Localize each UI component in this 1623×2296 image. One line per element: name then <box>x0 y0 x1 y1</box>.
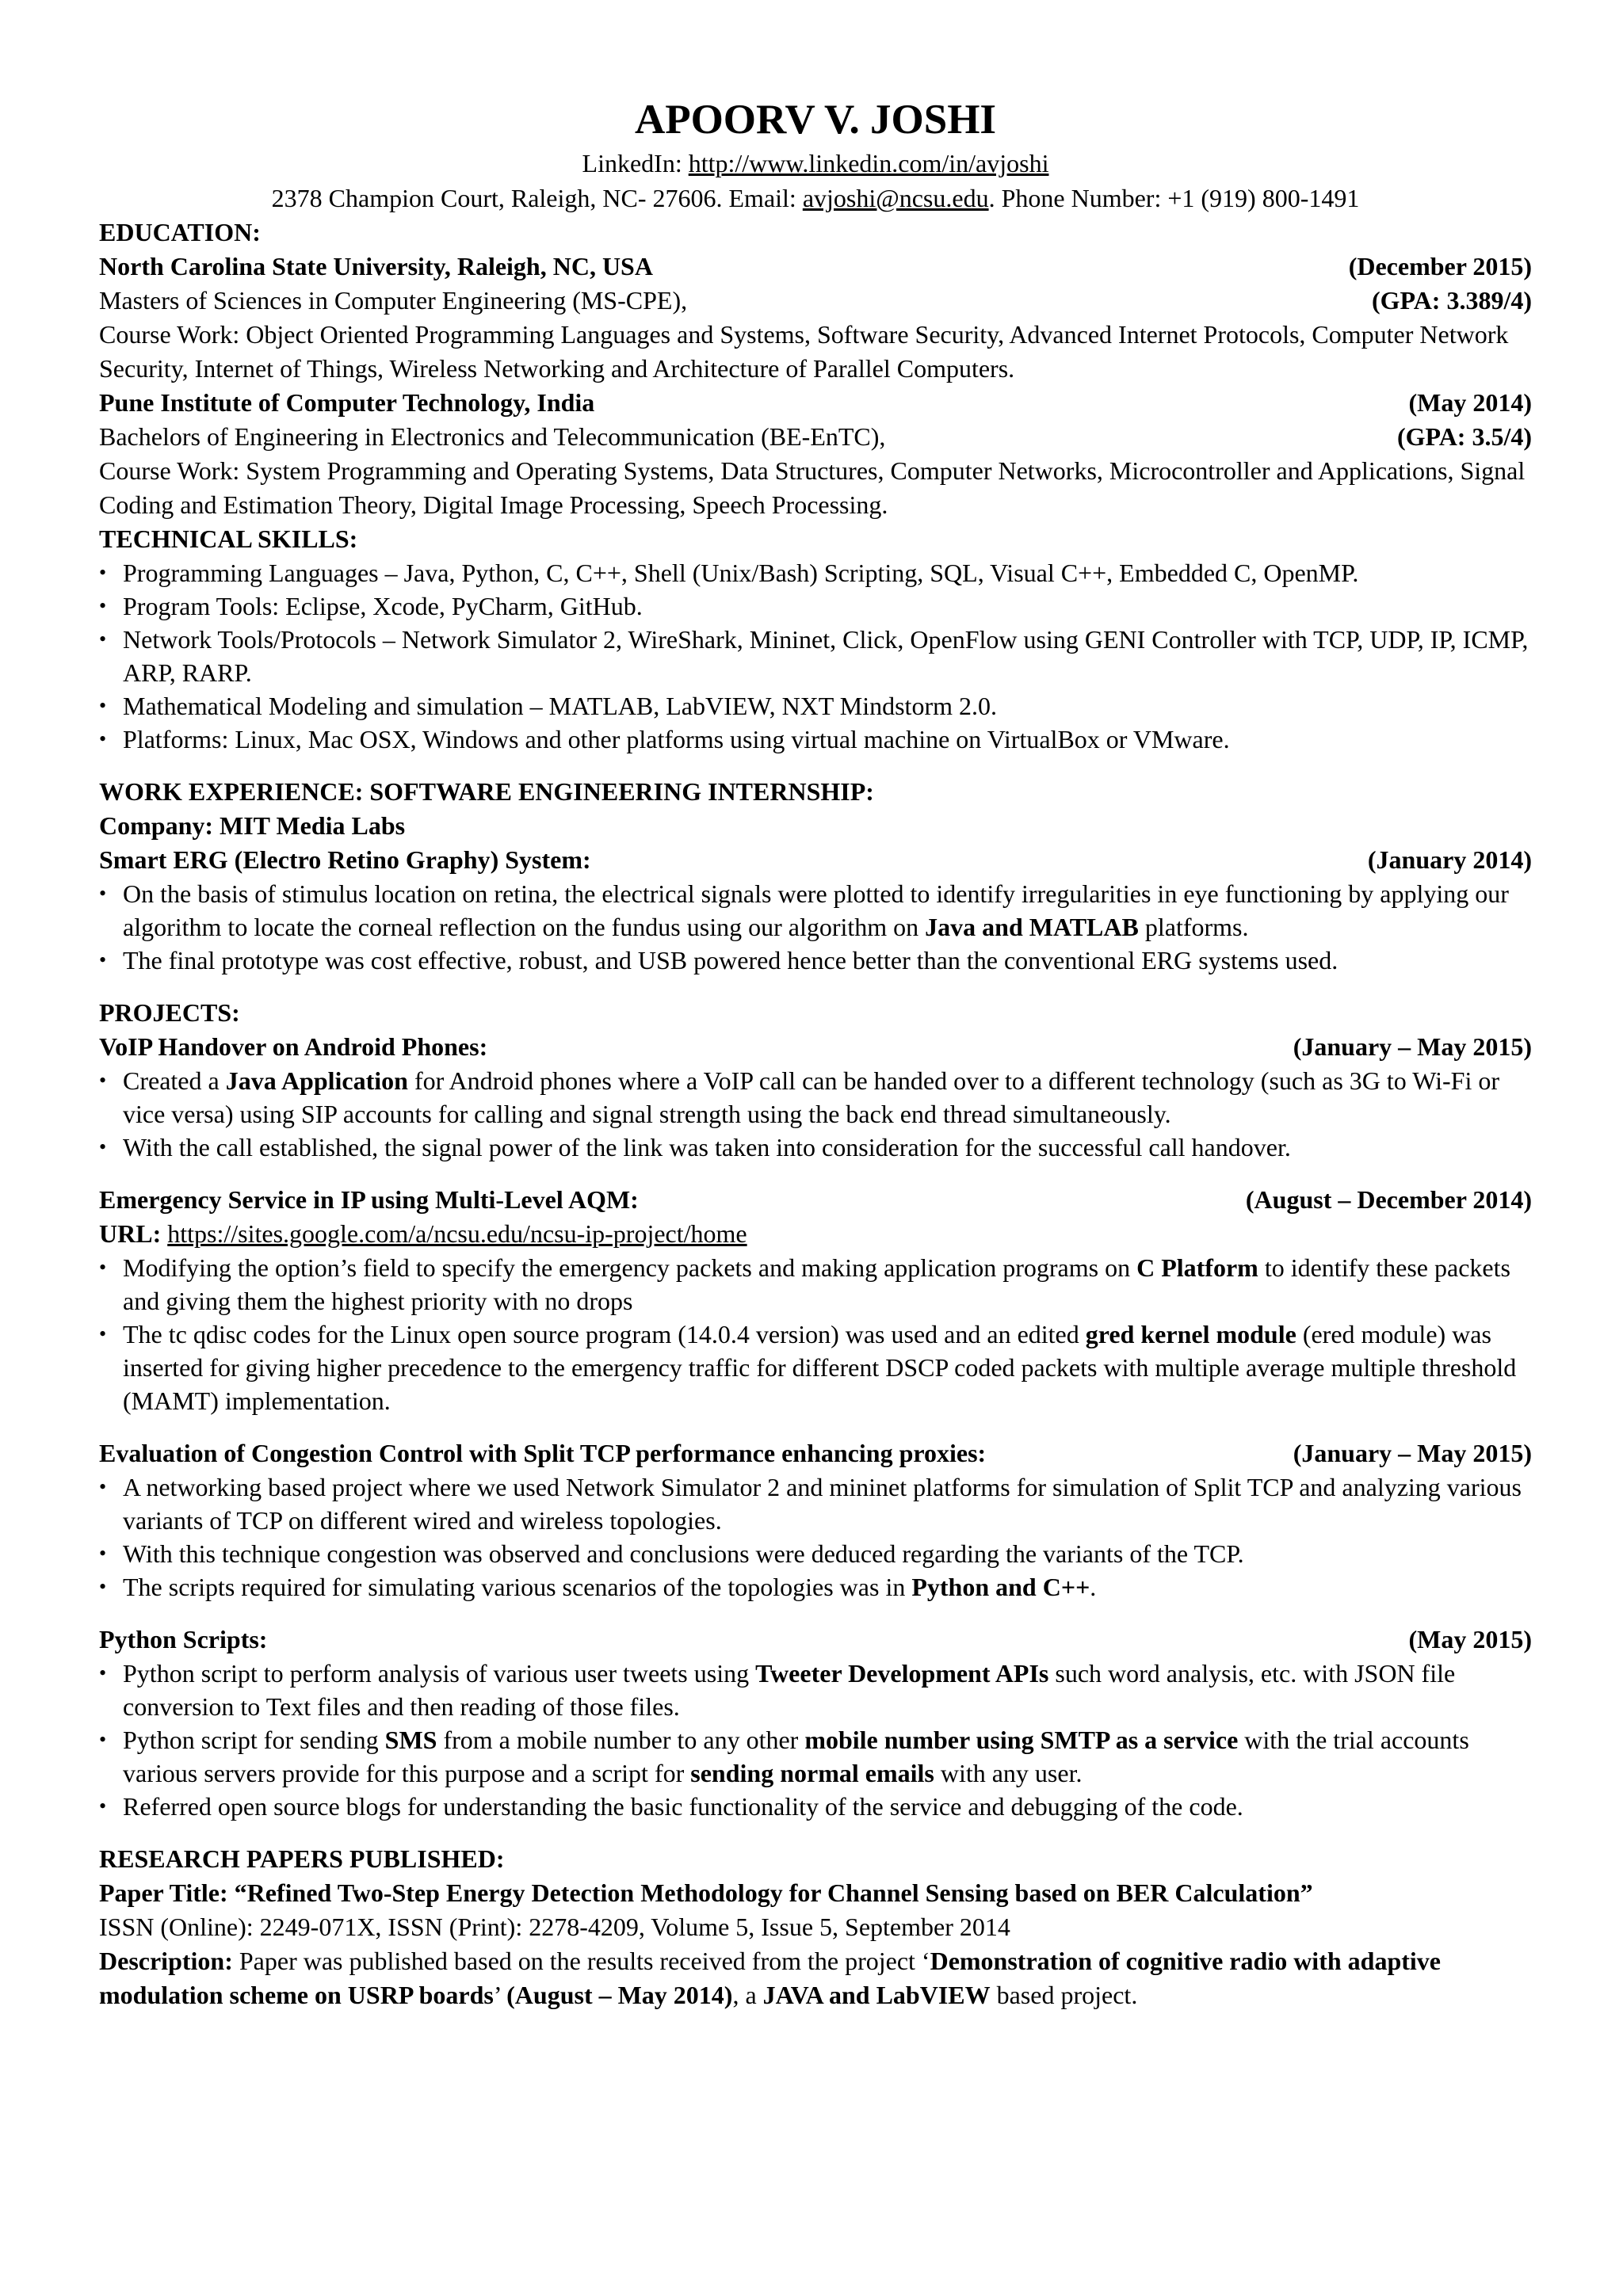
gpa: (GPA: 3.389/4) <box>1371 286 1532 315</box>
paper-description: Description: Paper was published based on the results received from the project ‘Demonstration of cognitive radio with adaptive modulation scheme on USRP boards’ (August – May 2014), a JAVA and LabVIEW based project. <box>99 1947 1441 2009</box>
degree-row-ncsu <box>99 284 1532 318</box>
school-name: Pune Institute of Computer Technology, India <box>99 388 595 417</box>
resume-name: APOORV V. JOSHI <box>634 97 997 143</box>
linkedin-label: LinkedIn: <box>582 149 689 177</box>
list-item: • Modifying the option’s field to specify the emergency packets and making application programs on C Platform to identify these packets and giving them the highest priority with no drops <box>99 1251 1532 1318</box>
project-title: Emergency Service in IP using Multi-Level AQM: <box>99 1185 639 1214</box>
list-item: • With the call established, the signal power of the link was taken into consideration for the successful call handover. <box>99 1131 1532 1164</box>
list-item: • Mathematical Modeling and simulation – MATLAB, LabVIEW, NXT Mindstorm 2.0. <box>99 689 1532 723</box>
paper-title: Paper Title: “Refined Two-Step Energy Detection Methodology for Channel Sensing based on BER Calculation” <box>99 1878 1313 1907</box>
list-item: • The final prototype was cost effective, robust, and USB powered hence better than the conventional ERG systems used. <box>99 944 1532 977</box>
school-date: (December 2015) <box>1348 252 1532 280</box>
list-item: • Python script for sending SMS from a mobile number to any other mobile number using SMTP as a service with the trial accounts various servers provide for this purpose and a script for sending normal emails with any user. <box>99 1723 1532 1790</box>
contact-address: 2378 Champion Court, Raleigh, NC- 27606. Email: <box>271 184 803 212</box>
list-item: • The scripts required for simulating various scenarios of the topologies was in Python and C++. <box>99 1570 1532 1604</box>
list-item: • Platforms: Linux, Mac OSX, Windows and other platforms using virtual machine on VirtualBox or VMware. <box>99 723 1532 756</box>
contact-phone: . Phone Number: +1 (919) 800-1491 <box>988 184 1360 212</box>
linkedin-link[interactable]: http://www.linkedin.com/in/avjoshi <box>688 149 1049 177</box>
skills-list <box>99 556 1532 756</box>
emergency-url-line <box>99 1217 1532 1251</box>
list-item: • On the basis of stimulus location on retina, the electrical signals were plotted to identify irregularities in eye functioning by applying our algorithm to locate the corneal reflection on the fundus using our algorithm on Java and MATLAB platforms. <box>99 877 1532 944</box>
school-name: North Carolina State University, Raleigh, NC, USA <box>99 252 653 280</box>
list-item: • The tc qdisc codes for the Linux open source program (14.0.4 version) was used and an edited gred kernel module (ered module) was inserted for giving higher precedence to the emergency traffic for different DSCP coded packets with multiple average multiple threshold (MAMT) implementation. <box>99 1318 1532 1417</box>
project-title: Python Scripts: <box>99 1625 268 1653</box>
url-label: URL: <box>99 1219 168 1248</box>
paper-issn: ISSN (Online): 2249-071X, ISSN (Print): 2278-4209, Volume 5, Issue 5, September 2014 <box>99 1913 1010 1941</box>
coursework-pict: Course Work: System Programming and Operating Systems, Data Structures, Computer Networks, Microcontroller and Applications, Signal Coding and Estimation Theory, Digital Image Processing, Speech Processing. <box>99 456 1526 519</box>
list-item: • Programming Languages – Java, Python, C, C++, Shell (Unix/Bash) Scripting, SQL, Visual C++, Embedded C, OpenMP. <box>99 556 1532 589</box>
gpa: (GPA: 3.5/4) <box>1396 422 1532 451</box>
congestion-row <box>99 1436 1532 1470</box>
emergency-row <box>99 1183 1532 1217</box>
congestion-bullets <box>99 1470 1532 1604</box>
resume-content <box>99 93 1532 2012</box>
project-title: Evaluation of Congestion Control with Split TCP performance enhancing proxies: <box>99 1439 987 1467</box>
coursework-ncsu: Course Work: Object Oriented Programming Languages and Systems, Software Security, Advanced Internet Protocols, Computer Network Security, Internet of Things, Wireless Networking and Architecture of Parallel Computers. <box>99 320 1509 383</box>
contact-line <box>99 181 1532 215</box>
degree-name: Bachelors of Engineering in Electronics and Telecommunication (BE-EnTC), <box>99 422 886 451</box>
project-url-link[interactable]: https://sites.google.com/a/ncsu.edu/ncsu-ip-project/home <box>167 1219 747 1248</box>
list-item: • Program Tools: Eclipse, Xcode, PyCharm, GitHub. <box>99 589 1532 623</box>
emergency-bullets <box>99 1251 1532 1417</box>
list-item: • With this technique congestion was observed and conclusions were deduced regarding the variants of the TCP. <box>99 1537 1532 1570</box>
list-item: • Created a Java Application for Android phones where a VoIP call can be handed over to a different technology (such as 3G to Wi-Fi or vice versa) using SIP accounts for calling and signal strength using the back end thread simultaneously. <box>99 1064 1532 1131</box>
projects-heading: PROJECTS: <box>99 998 240 1027</box>
degree-name: Masters of Sciences in Computer Engineering (MS-CPE), <box>99 286 688 315</box>
voip-row <box>99 1030 1532 1064</box>
project-title: VoIP Handover on Android Phones: <box>99 1032 488 1061</box>
work-bullets <box>99 877 1532 977</box>
project-date: (May 2015) <box>1408 1625 1532 1653</box>
voip-bullets <box>99 1064 1532 1164</box>
work-project-row <box>99 843 1532 877</box>
list-item: • Network Tools/Protocols – Network Simulator 2, WireShark, Mininet, Click, OpenFlow using GENI Controller with TCP, UDP, IP, ICMP, ARP, RARP. <box>99 623 1532 689</box>
python-bullets <box>99 1657 1532 1823</box>
school-row-ncsu <box>99 250 1532 284</box>
school-row-pict <box>99 386 1532 420</box>
school-date: (May 2014) <box>1408 388 1532 417</box>
python-row <box>99 1623 1532 1657</box>
skills-heading: TECHNICAL SKILLS: <box>99 524 358 553</box>
project-date: (January – May 2015) <box>1293 1439 1532 1467</box>
email-link[interactable]: avjoshi@ncsu.edu <box>802 184 989 212</box>
work-company: Company: MIT Media Labs <box>99 811 406 840</box>
work-heading: WORK EXPERIENCE: SOFTWARE ENGINEERING INTERNSHIP: <box>99 777 874 806</box>
education-heading: EDUCATION: <box>99 218 261 246</box>
degree-row-pict <box>99 420 1532 454</box>
work-project-title: Smart ERG (Electro Retino Graphy) System: <box>99 845 591 874</box>
list-item: • A networking based project where we used Network Simulator 2 and mininet platforms for simulation of Split TCP and analyzing various variants of TCP on different wired and wireless topologies. <box>99 1470 1532 1537</box>
list-item: • Referred open source blogs for understanding the basic functionality of the service and debugging of the code. <box>99 1790 1532 1823</box>
work-project-date: (January 2014) <box>1367 845 1532 874</box>
project-date: (August – December 2014) <box>1245 1185 1532 1214</box>
research-heading: RESEARCH PAPERS PUBLISHED: <box>99 1844 505 1873</box>
linkedin-line <box>99 146 1532 181</box>
list-item: • Python script to perform analysis of various user tweets using Tweeter Development APIs such word analysis, etc. with JSON file conversion to Text files and then reading of those files. <box>99 1657 1532 1723</box>
project-date: (January – May 2015) <box>1293 1032 1532 1061</box>
